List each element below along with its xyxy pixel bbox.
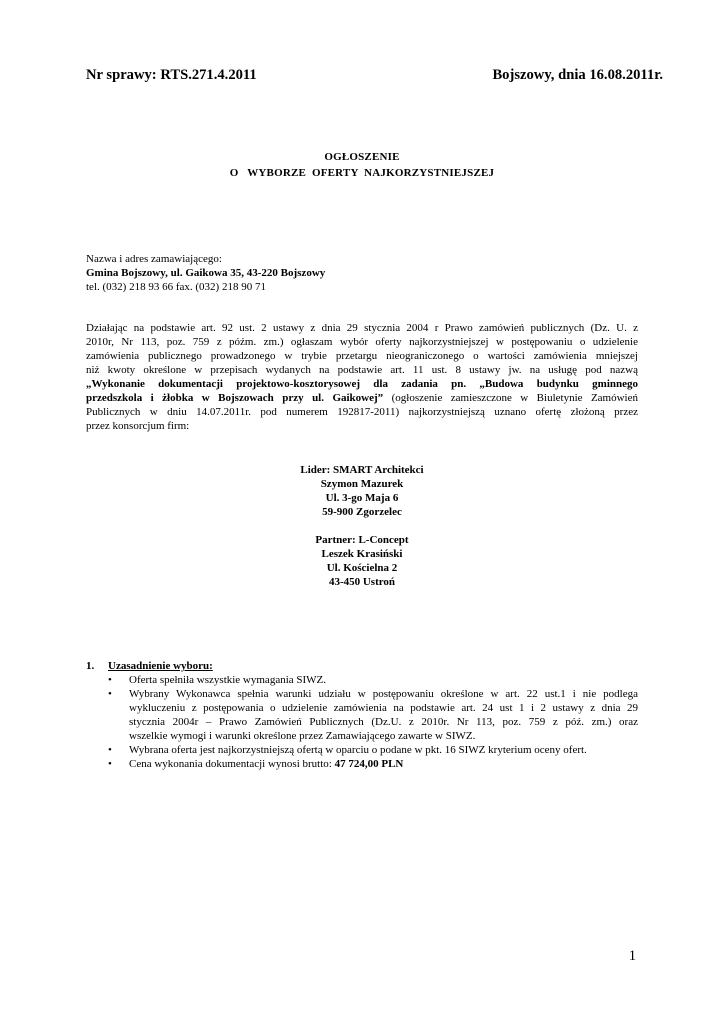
body-line: przez konsorcjum firm: [86, 420, 190, 432]
partner-person: Leszek Krasiński [321, 548, 403, 560]
authority-label: Nazwa i adres zamawiającego: [86, 253, 222, 265]
price-label: Cena wykonania dokumentacji wynosi brutto: [129, 758, 335, 770]
announcement-note: (ogłoszenie zamieszczone w Biuletynie Zamówień [383, 392, 638, 404]
leader-block [0, 463, 724, 519]
bullet-icon: • [108, 688, 112, 700]
document-title: OGŁOSZENIE [324, 151, 400, 163]
authority-contact: tel. (032) 218 93 66 fax. (032) 218 90 71 [86, 281, 266, 293]
section-title: Uzasadnienie wyboru: [108, 660, 213, 672]
section-number: 1. [86, 660, 95, 672]
list-item-text: wszelkie wymogi i warunki określone przez Zamawiającego zawarte w SIWZ. [129, 730, 476, 742]
body-line: Publicznych w dniu 14.07.2011r. pod numerem 192817-2011) najkorzystniejszą uznano ofertę złożoną przez [86, 406, 638, 418]
partner-block [0, 533, 724, 589]
list-item-text: wykluczeniu z postępowania o udzielenie zamówienia na podstawie art. 24 ust 1 i 2 ustawy z dnia 29 [129, 702, 638, 714]
body-line [86, 391, 638, 405]
document-subtitle: O WYBORZE OFERTY NAJKORZYSTNIEJSZEJ [229, 167, 495, 179]
place-and-date: Bojszowy, dnia 16.08.2011r. [492, 67, 663, 83]
bullet-icon: • [108, 758, 112, 770]
body-paragraph [86, 321, 638, 433]
partner-name: Partner: L-Concept [315, 534, 409, 546]
list-item [108, 757, 638, 771]
body-line: 2010r, Nr 113, poz. 759 z późm. zm.) ogłaszam wybór oferty najkorzystniejszej w postępowaniu o udzielenie [86, 336, 638, 348]
list-item-text: Wybrany Wykonawca spełnia warunki udziału w postępowaniu określone w art. 22 ust.1 i nie podlega [129, 688, 638, 700]
leader-city: 59-900 Zgorzelec [322, 506, 402, 518]
leader-name: Lider: SMART Architekci [300, 464, 424, 476]
partner-street: Ul. Kościelna 2 [326, 562, 398, 574]
list-item-text: Oferta spełniła wszystkie wymagania SIWZ. [129, 674, 327, 686]
leader-street: Ul. 3-go Maja 6 [325, 492, 399, 504]
page-number: 1 [628, 948, 636, 964]
partner-city: 43-450 Ustroń [328, 576, 396, 588]
bullet-icon: • [108, 674, 112, 686]
body-line: Działając na podstawie art. 92 ust. 2 ustawy z dnia 29 stycznia 2004 r Prawo zamówień publicznych (Dz. U. z [86, 322, 638, 334]
price-amount: 47 724,00 PLN [334, 758, 404, 770]
list-item [108, 687, 638, 743]
body-line: zamówienia publicznego prowadzonego w trybie przetargu nieograniczonego o wartości zamówienia mniejszej [86, 350, 638, 362]
list-item [108, 673, 638, 687]
list-item-text: Wybrana oferta jest najkorzystniejszą ofertą w oparciu o podane w pkt. 16 SIWZ kryterium oceny ofert. [129, 744, 587, 756]
list-item-text [129, 757, 638, 771]
list-item-text: stycznia 2004r – Prawo Zamówień Publicznych (Dz.U. z 2010r. Nr 113, poz. 759 z póź. zm.) oraz [129, 716, 638, 728]
justification-heading [86, 660, 213, 672]
justification-list [108, 673, 638, 771]
contract-name-end: przedszkola i żłobka w Bojszowach przy ul. Gaikowej” [86, 392, 384, 404]
authority-name: Gmina Bojszowy, ul. Gaikowa 35, 43-220 Bojszowy [86, 267, 326, 279]
body-line: niż kwoty określone w przepisach wydanych na podstawie art. 11 ust. 8 ustawy jw. na usługę pod nazwą [86, 364, 638, 376]
contract-name-line: „Wykonanie dokumentacji projektowo-kosztorysowej dla zadania pn. „Budowa budynku gminnego [86, 378, 638, 390]
list-item [108, 743, 638, 757]
bullet-icon: • [108, 744, 112, 756]
leader-person: Szymon Mazurek [320, 478, 404, 490]
case-number: Nr sprawy: RTS.271.4.2011 [86, 67, 257, 83]
